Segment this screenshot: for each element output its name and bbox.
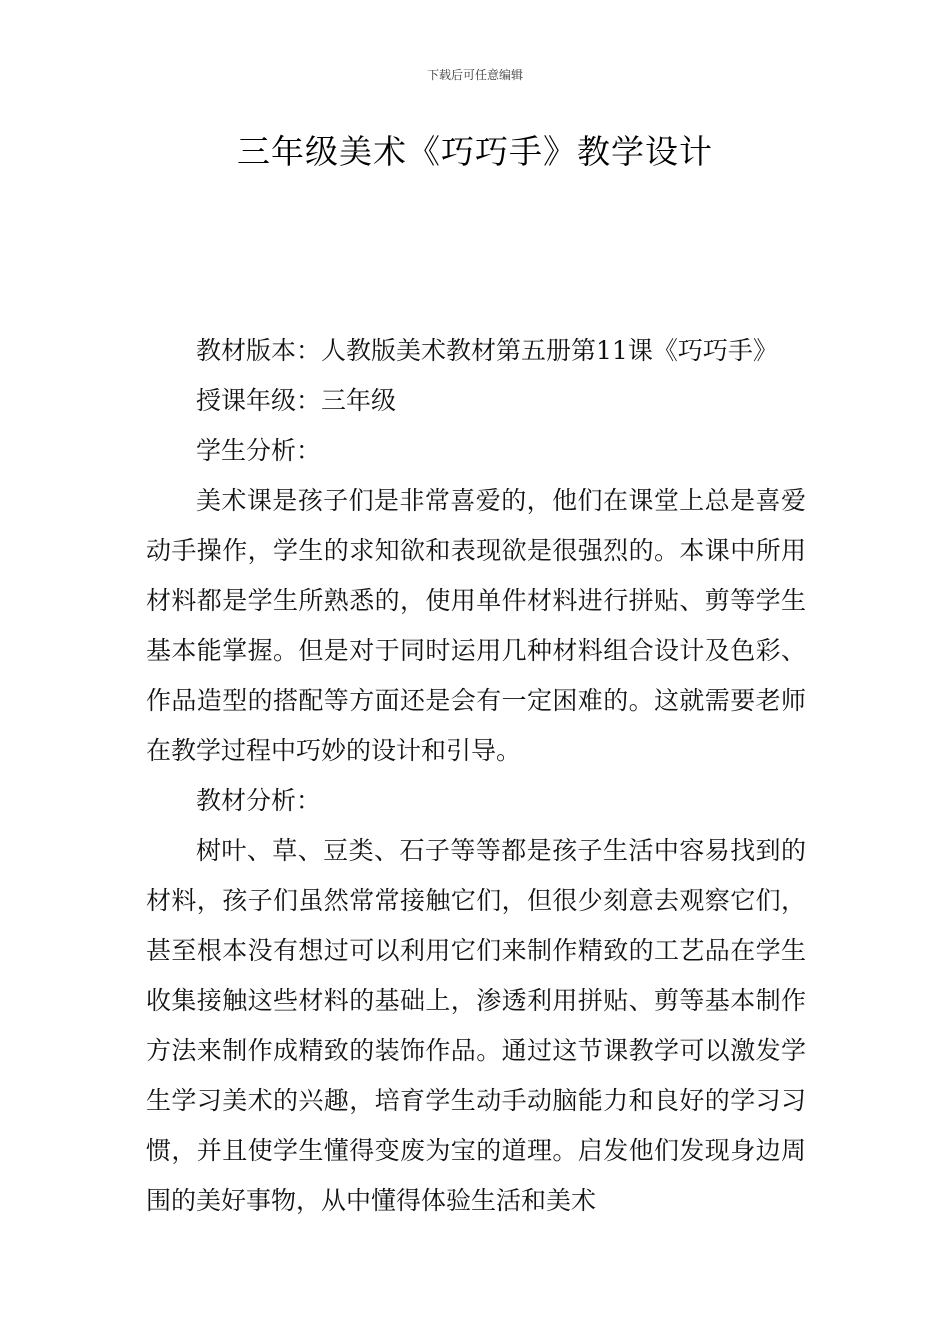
textbook-analysis-heading: 教材分析： — [196, 786, 322, 815]
page-title: 三年级美术《巧巧手》教学设计 — [237, 132, 713, 171]
textbook-analysis-paragraph: 树叶、草、豆类、石子等等都是孩子生活中容易找到的材料，孩子们虽然常常接触它们，但很少刻意去观察它们，甚至根本没有想过可以利用它们来制作精致的工艺品在学生收集接触这些材料的基础上，渗透利用拼贴、剪等基本制作方法来制作成精致的装饰作品。通过这节课教学可以激发学生学习美术的兴趣，培育学生动手动脑能力和良好的学习习惯，并且使学生懂得变废为宝的道理。启发他们发现身边周围的美好事物，从中懂得体验生活和美术 — [146, 836, 806, 1215]
header-note: 下载后可任意编辑 — [426, 68, 523, 82]
student-analysis-heading: 学生分析： — [196, 436, 322, 465]
grade-line: 授课年级：三年级 — [196, 386, 397, 415]
textbook-version-line: 教材版本：人教版美术教材第五册第11课《巧巧手》 — [196, 336, 778, 365]
student-analysis-paragraph: 美术课是孩子们是非常喜爱的，他们在课堂上总是喜爱动手操作，学生的求知欲和表现欲是很强烈的。本课中所用材料都是学生所熟悉的，使用单件材料进行拼贴、剪等学生基本能掌握。但是对于同时运用几种材料组合设计及色彩、作品造型的搭配等方面还是会有一定困难的。这就需要老师在教学过程中巧妙的设计和引导。 — [146, 486, 806, 765]
document-body — [146, 326, 806, 1226]
